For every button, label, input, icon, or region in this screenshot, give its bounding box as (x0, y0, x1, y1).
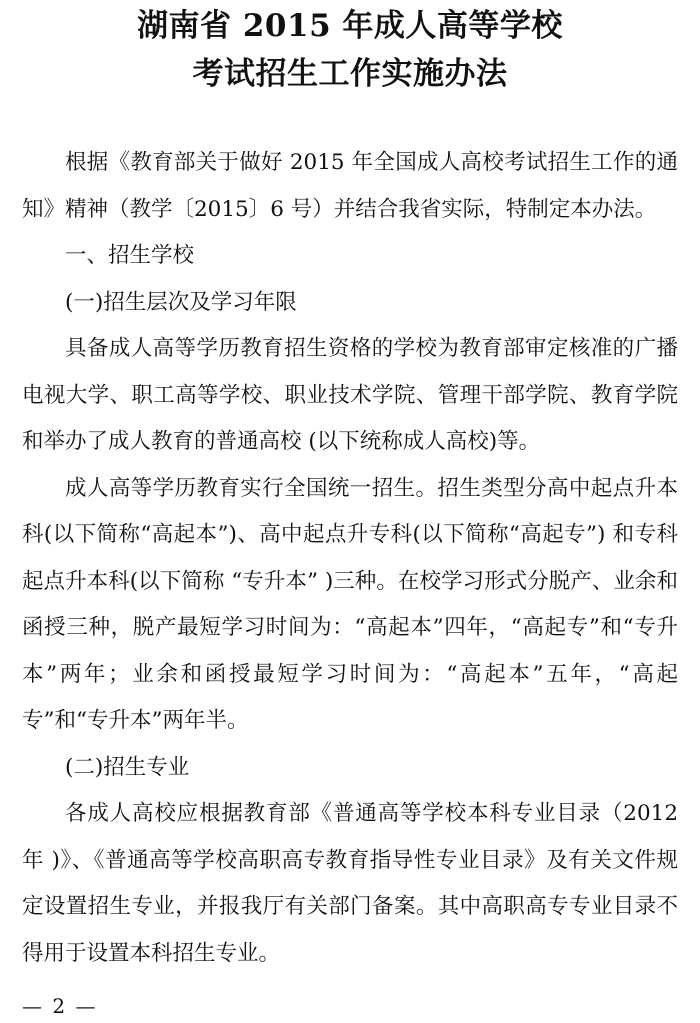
paragraph-2: 成人高等学历教育实行全国统一招生。招生类型分高中起点升本科(以下简称“高起本”)、高中起点升专科(以下简称“高起专”) 和专科起点升本科(以下简称 “专升本” )三种。在校学习形式分脱产、业余和函授三种，脱产最短学习时间为：“高起本”四年，“高起专”和“专升本”两年；业余和函授最短学习时间为：“高起本”五年，“高起专”和“专升本”两年半。 (22, 475, 678, 733)
document-body (22, 140, 678, 977)
page-number: — 2 — (22, 994, 98, 1018)
paragraph-1: 具备成人高等学历教育招生资格的学校为教育部审定核准的广播电视大学、职工高等学校、职业技术学院、管理干部学院、教育学院和举办了成人教育的普通高校 (以下统称成人高校)等。 (22, 336, 678, 454)
subsection-heading-2: (二)招生专业 (65, 754, 190, 780)
paragraph-3: 各成人高校应根据教育部《普通高等学校本科专业目录（2012 年 )》、《普通高等学校高职高专教育指导性专业目录》及有关文件规定设置招生专业，并报我厅有关部门备案。其中高职高专专业目录不得用于设置本科招生专业。 (22, 801, 678, 966)
subsection-heading-1: (一)招生层次及学习年限 (65, 289, 297, 315)
section-heading-1: 一、招生学校 (65, 243, 195, 268)
intro-paragraph: 根据《教育部关于做好 2015 年全国成人高校考试招生工作的通知》精神（教学〔2015〕6 号）并结合我省实际，特制定本办法。 (22, 150, 678, 222)
document-title-line-2: 考试招生工作实施办法 (192, 56, 508, 92)
document-title-line-1: 湖南省 2015 年成人高等学校 (137, 8, 563, 44)
